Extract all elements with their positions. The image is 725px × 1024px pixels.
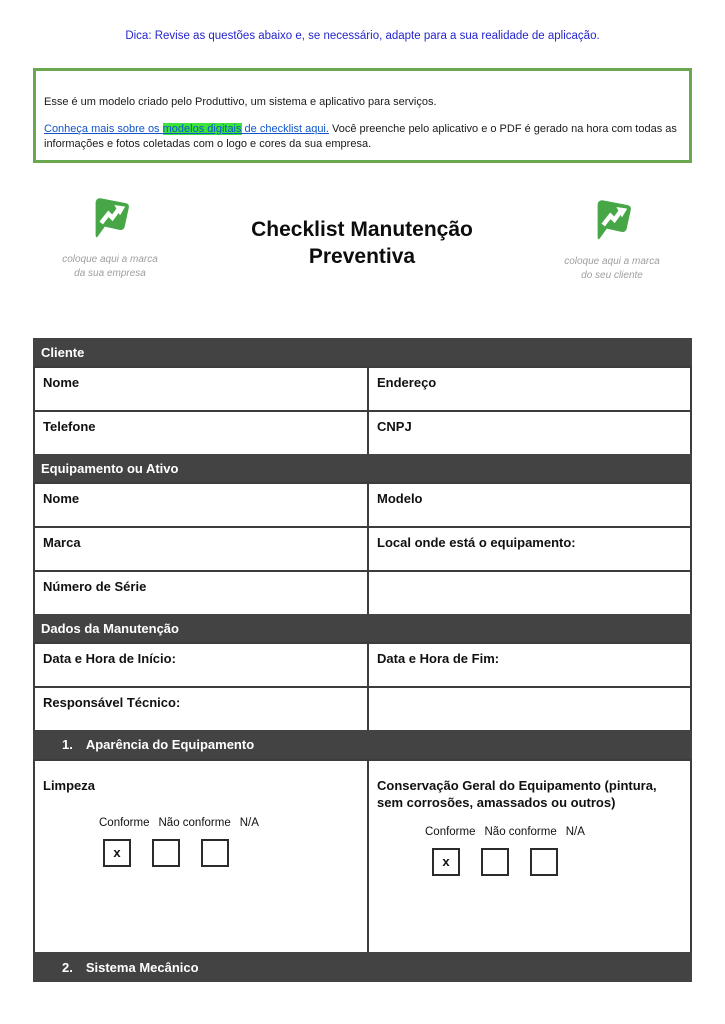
checkbox-conforme-checked[interactable]: x — [103, 839, 131, 867]
field-numero-serie: Número de Série — [43, 579, 147, 594]
info-box — [33, 68, 692, 163]
client-logo-placeholder — [512, 198, 712, 283]
page-title — [162, 216, 562, 271]
checklist-item-conservacao — [367, 761, 690, 952]
caption-line: do seu cliente — [581, 270, 643, 281]
option-label-nao-conforme: Não conforme — [484, 825, 557, 838]
link-highlight-text: modelos digitais — [162, 122, 242, 135]
section-header-sistema-mecanico — [33, 952, 692, 982]
checklist-row — [33, 759, 692, 952]
checkbox-group — [103, 839, 367, 867]
option-label-conforme: Conforme — [99, 816, 150, 829]
option-label-na: N/A — [239, 816, 259, 829]
table-row — [33, 366, 692, 410]
field-nome-cliente: Nome — [43, 375, 80, 390]
section-header-dados-manutencao — [33, 614, 692, 642]
field-telefone: Telefone — [43, 419, 96, 434]
table-row — [33, 410, 692, 454]
checklist-item-limpeza — [35, 761, 367, 952]
table-row — [33, 526, 692, 570]
checklist-table — [33, 338, 692, 982]
title-line-1: Checklist Manutenção — [251, 218, 473, 241]
caption-line: coloque aqui a marca — [62, 254, 158, 265]
link-tail-text: de checklist aqui. — [241, 122, 329, 135]
checkbox-nao-conforme[interactable] — [152, 839, 180, 867]
caption-line: coloque aqui a marca — [564, 256, 660, 267]
section-title: Equipamento ou Ativo — [41, 460, 179, 476]
field-endereco: Endereço — [367, 368, 690, 410]
empty-cell — [367, 572, 690, 614]
section-header-equipamento — [33, 454, 692, 482]
field-responsavel-tecnico: Responsável Técnico: — [43, 695, 181, 710]
field-data-hora-inicio: Data e Hora de Início: — [43, 651, 176, 666]
section-title: Dados da Manutenção — [41, 620, 179, 636]
tip-text: Dica: Revise as questões abaixo e, se necessário, adapte para a sua realidade de aplicação. — [125, 30, 600, 42]
field-local-equipamento: Local onde está o equipamento: — [367, 528, 690, 570]
field-modelo: Modelo — [367, 484, 690, 526]
info-after-link-text: Você preenche pelo aplicativo e o PDF é gerado na hora com todas as informações e fotos coletadas com o logo e cores da sua empresa. — [44, 122, 677, 150]
option-labels — [99, 816, 367, 830]
checklist-item-label: Limpeza — [43, 778, 96, 793]
section-header-cliente — [33, 338, 692, 366]
checklist-models-link[interactable] — [44, 123, 329, 135]
caption-line: da sua empresa — [74, 268, 146, 279]
section-header-aparencia — [33, 730, 692, 759]
field-nome-equipamento: Nome — [43, 491, 80, 506]
field-data-hora-fim: Data e Hora de Fim: — [367, 644, 690, 686]
client-logo-caption — [512, 255, 712, 283]
checkbox-conforme-checked[interactable]: x — [432, 848, 460, 876]
field-marca: Marca — [43, 535, 81, 550]
section-title: Cliente — [41, 344, 85, 360]
table-row — [33, 686, 692, 730]
info-intro-text: Esse é um modelo criado pelo Produttivo, um sistema e aplicativo para serviços. — [44, 96, 437, 108]
section-title: Aparência do Equipamento — [85, 737, 255, 752]
section-number: 2. — [62, 959, 73, 975]
checkbox-na[interactable] — [530, 848, 558, 876]
section-number: 1. — [62, 737, 73, 752]
empty-cell — [367, 688, 690, 730]
produttivo-logo-icon — [592, 198, 632, 244]
field-cnpj: CNPJ — [367, 412, 690, 454]
produttivo-logo-icon — [90, 196, 130, 242]
checkbox-nao-conforme[interactable] — [481, 848, 509, 876]
link-lead-text: Conheça mais sobre os — [44, 122, 163, 135]
table-row — [33, 570, 692, 614]
title-line-2: Preventiva — [308, 245, 416, 269]
table-row — [33, 642, 692, 686]
checkbox-group — [432, 848, 690, 876]
option-label-nao-conforme: Não conforme — [158, 816, 231, 829]
checkbox-na[interactable] — [201, 839, 229, 867]
option-labels — [425, 825, 690, 839]
option-label-na: N/A — [565, 825, 585, 838]
table-row — [33, 482, 692, 526]
checklist-item-label: Conservação Geral do Equipamento (pintura, sem corrosões, amassados ou outros) — [377, 778, 657, 810]
info-link-line — [44, 122, 681, 152]
section-title: Sistema Mecânico — [85, 959, 199, 975]
option-label-conforme: Conforme — [425, 825, 476, 838]
